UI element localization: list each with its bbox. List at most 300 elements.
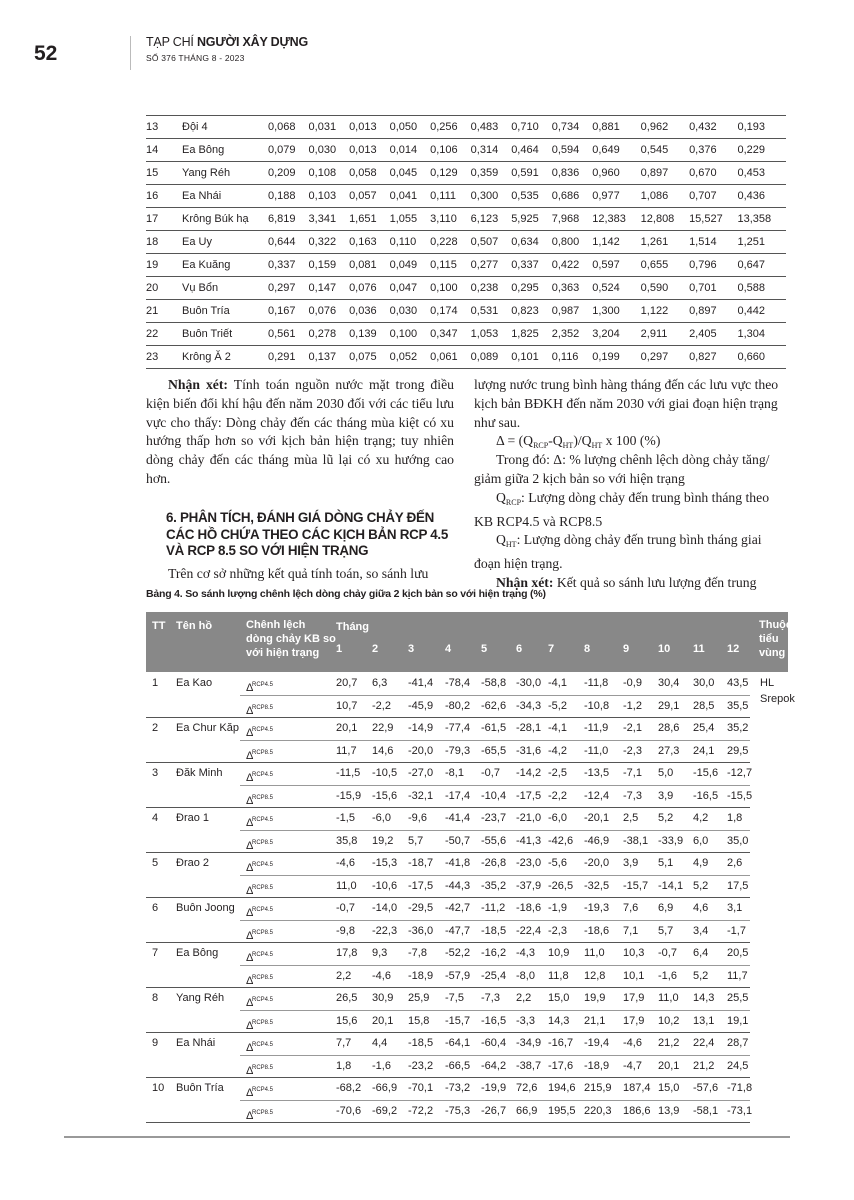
delta-value: 6,3 [372,677,388,689]
delta-value: -17,6 [548,1059,574,1072]
flow-value: 1,651 [349,208,390,231]
delta-value: 29,1 [658,699,680,712]
delta-value: -29,5 [408,902,434,914]
flow-value: 0,188 [268,185,309,208]
delta-label: Δ RCP8.5 [246,704,274,717]
flow-value: 2,352 [552,323,593,346]
flow-value: 0,256 [430,116,471,139]
delta-value: -12,4 [584,789,610,802]
delta-value: -27,0 [408,767,434,779]
delta-value: 25,4 [693,722,715,734]
lake-name: Ea Nhái [176,1037,216,1049]
flow-value: 0,295 [511,277,552,300]
flow-value: 0,597 [592,254,640,277]
flow-value: 0,031 [309,116,350,139]
delta-value: 3,9 [623,857,639,869]
delta-label: Δ RCP8.5 [246,794,274,807]
header-month-2: 2 [372,643,379,655]
lake-name: Ea Nhái [182,185,268,208]
delta-value: -8,0 [516,969,535,982]
delta-value: 4,2 [693,812,709,824]
flow-value: 0,545 [641,139,689,162]
delta-value: -26,7 [481,1104,507,1117]
row-number: 22 [146,323,182,346]
delta-value: -66,5 [445,1059,471,1072]
delta-value: 11,0 [336,879,357,892]
delta-value: 194,6 [548,1082,576,1094]
delta-label: Δ RCP4.5 [246,817,274,829]
flow-value: 0,110 [390,231,431,254]
flow-value: 3,341 [309,208,350,231]
flow-value: 0,050 [390,116,431,139]
right-column-text: lượng nước trung bình hàng tháng đến các lưu vực theo kịch bản BĐKH đến năm 2030 với giai đoạn hiện trạng như sau. Trong đó: Δ: % lượng chênh lệch dòng chảy tăng/ giảm giữa 2 kịch bản so với hiện trạng $Q_{RCP}$: Lượng dòng chảy đến trung bình tháng theo KB RCP4.5 và RCP8.5 $Q_{HT}$: Lượng dòng chảy đến trung bình tháng giai đoạn hiện trạng. Nhận xét: Kết quả so sánh lưu lượng đến trung [474,377,779,590]
lake-number: 10 [152,1082,165,1094]
flow-value: 0,897 [689,300,737,323]
delta-value: -18,6 [516,902,542,914]
lake-name: Ea Chur Kăp [176,722,239,734]
flow-value: 0,163 [349,231,390,254]
table-row [146,807,788,829]
delta-value: -19,9 [481,1082,507,1094]
delta-value: -17,4 [445,789,471,802]
row-number: 21 [146,300,182,323]
delta-value: -13,5 [584,767,610,779]
delta-value: -14,0 [372,902,398,914]
lake-name: Ea Kao [176,677,213,689]
delta-value: 6,9 [658,902,674,914]
delta-value: -18,6 [584,924,610,937]
delta-label: Δ RCP4.5 [246,952,274,964]
delta-value: -66,9 [372,1082,398,1094]
delta-value: -38,7 [516,1059,542,1072]
flow-value: 0,297 [268,277,309,300]
delta-value: -0,7 [481,767,500,779]
delta-value: -6,0 [372,812,391,824]
flow-value: 0,174 [430,300,471,323]
table-row [146,717,788,739]
delta-value: 9,3 [372,947,388,959]
delta-value: -78,4 [445,677,471,689]
delta-value: 6,0 [693,834,709,847]
flow-value: 0,591 [511,162,552,185]
delta-value: 4,6 [693,902,709,914]
delta-value: 13,1 [693,1014,715,1027]
delta-value: 2,6 [727,857,743,869]
delta-value: -18,7 [408,857,434,869]
delta-value: 19,9 [584,992,606,1004]
flow-value: 0,209 [268,162,309,185]
lake-number: 1 [152,677,159,689]
delta-value: 4,9 [693,857,709,869]
delta-value: 15,0 [548,992,570,1004]
delta-value: 21,2 [693,1059,715,1072]
delta-value: 5,7 [658,924,674,937]
delta-value: 11,0 [584,947,605,959]
delta-value: -19,4 [584,1037,610,1049]
delta-value: -2,2 [548,789,567,802]
delta-value: 5,7 [408,834,424,847]
delta-value: -18,5 [481,924,507,937]
flow-value: 1,122 [641,300,689,323]
delta-value: -4,6 [372,969,391,982]
delta-value: 2,2 [336,969,352,982]
delta-value: 11,7 [336,744,357,757]
lake-number: 4 [152,812,159,824]
flow-value: 0,167 [268,300,309,323]
delta-value: -47,7 [445,924,471,937]
flow-value: 12,383 [592,208,640,231]
header-diff-1: Chênh lệch [246,619,306,631]
row-number: 16 [146,185,182,208]
header-name: Tên hồ [176,620,213,632]
header-month-9: 9 [623,643,630,655]
delta-value: 20,7 [336,677,358,689]
flow-value: 0,030 [309,139,350,162]
delta-value: -7,8 [408,947,427,959]
delta-value: -4,1 [548,677,567,689]
delta-value: 43,5 [727,677,749,689]
table-row [146,740,788,762]
delta-value: -23,7 [481,812,507,824]
delta-value: -17,5 [516,789,542,802]
delta-label: Δ RCP8.5 [246,884,274,897]
header-diff-3: với hiện trạng [246,647,320,659]
flow-value: 7,968 [552,208,593,231]
flow-value: 0,535 [511,185,552,208]
delta-value: -80,2 [445,699,471,712]
delta-value: -2,2 [372,699,391,712]
flow-value: 0,300 [471,185,512,208]
table-row [146,897,788,919]
delta-value: -16,5 [693,789,719,802]
delta-value: -11,8 [584,677,609,689]
flow-value: 0,108 [309,162,350,185]
delta-value: -1,6 [658,969,677,982]
flow-value: 0,701 [689,277,737,300]
flow-value: 0,483 [471,116,512,139]
flow-value: 0,111 [430,185,471,208]
lake-number: 8 [152,992,159,1004]
lake-name: Krông Búk hạ [182,208,268,231]
delta-value: -15,7 [623,879,649,892]
flow-value: 0,076 [349,277,390,300]
delta-value: -22,4 [516,924,542,937]
flow-value: 0,432 [689,116,737,139]
delta-value: -4,6 [336,857,355,869]
delta-value: -7,1 [623,767,642,779]
flow-value: 0,047 [390,277,431,300]
delta-value: 12,8 [584,969,606,982]
delta-value: -58,8 [481,677,507,689]
delta-value: -11,2 [481,902,506,914]
delta-label: Δ RCP4.5 [246,1042,274,1054]
delta-value: 7,6 [623,902,639,914]
flow-value: 0,524 [592,277,640,300]
delta-value: 20,1 [658,1059,680,1072]
lake-name: Đrao 1 [176,812,210,824]
flow-value: 0,881 [592,116,640,139]
delta-value: -41,3 [516,834,542,847]
delta-value: 3,1 [727,902,743,914]
flow-value: 0,045 [390,162,431,185]
header-month: Tháng [336,621,369,633]
delta-value: 11,7 [727,969,748,982]
table-row [146,672,788,694]
lake-name: Đrao 2 [176,857,210,869]
flow-value: 1,514 [689,231,737,254]
delta-value: 66,9 [516,1104,538,1117]
delta-value: 186,6 [623,1104,651,1117]
lake-name: Ea Kuăng [182,254,268,277]
flow-value: 0,278 [309,323,350,346]
delta-value: -0,7 [336,902,355,914]
flow-value: 0,103 [309,185,350,208]
delta-value: -20,1 [584,812,610,824]
lake-name: Buôn Tría [176,1082,224,1094]
flow-value: 1,825 [511,323,552,346]
delta-value: -14,9 [408,722,434,734]
delta-label: Δ RCP4.5 [246,727,274,739]
delta-value: -42,6 [548,834,574,847]
delta-value: -38,1 [623,834,649,847]
flow-value: 0,238 [471,277,512,300]
flow-value: 1,086 [641,185,689,208]
table-row [146,875,788,897]
flow-value: 0,507 [471,231,512,254]
flow-value: 0,322 [309,231,350,254]
delta-value: 17,9 [623,1014,645,1027]
delta-label: Δ RCP8.5 [246,1109,274,1122]
delta-value: -60,4 [481,1037,507,1049]
header-belong-2: tiểu [759,633,779,645]
flow-value: 1,142 [592,231,640,254]
lake-name: Đội 4 [182,116,268,139]
flow-value: 0,823 [511,300,552,323]
header-month-3: 3 [408,643,415,655]
delta-value: -26,8 [481,857,507,869]
flow-value: 0,436 [737,185,786,208]
delta-value: 14,3 [548,1014,570,1027]
delta-value: 10,7 [336,699,358,712]
flow-value: 0,057 [349,185,390,208]
delta-value: -23,2 [408,1059,434,1072]
header-month-11: 11 [693,643,705,655]
flow-value: 0,100 [390,323,431,346]
flow-value: 0,561 [268,323,309,346]
flow-value: 3,204 [592,323,640,346]
flow-value: 0,453 [737,162,786,185]
delta-value: 30,9 [372,992,394,1004]
delta-value: 24,5 [727,1059,749,1072]
delta-value: 4,4 [372,1037,388,1049]
delta-value: -34,3 [516,699,542,712]
table-row [146,254,786,277]
delta-label: Δ RCP8.5 [246,1064,274,1077]
delta-value: -4,3 [516,947,535,959]
delta-value: 24,1 [693,744,715,757]
row-number: 17 [146,208,182,231]
delta-value: 27,3 [658,744,680,757]
delta-value: -0,9 [623,677,642,689]
delta-value: -10,5 [372,767,398,779]
delta-value: -79,3 [445,744,471,757]
delta-value: -72,2 [408,1104,434,1117]
flow-value: 0,660 [737,346,786,369]
delta-value: -18,5 [408,1037,434,1049]
header-month-4: 4 [445,643,452,655]
delta-label: Δ RCP8.5 [246,974,274,987]
flow-value: 0,041 [390,185,431,208]
delta-value: -64,1 [445,1037,471,1049]
flow-value: 0,076 [309,300,350,323]
delta-value: 5,2 [693,879,709,892]
table-row [146,1055,788,1077]
lake-name: Buôn Tría [182,300,268,323]
lake-name: Krông Ă 2 [182,346,268,369]
header-month-7: 7 [548,643,555,655]
region-label-2: Srepok [760,693,795,705]
delta-value: -11,5 [336,767,361,779]
left-column-comment: Nhận xét: Tính toán nguồn nước mặt trong điều kiện biến đổi khí hậu đến năm 2030 đối với các tiểu lưu vực cho thấy: Dòng chảy đến các tháng mùa kiệt có xu hướng thấp hơn so với kịch bản hiện trạng; tuy nhiên dòng chảy đến các tháng mùa lũ lại có xu hướng cao hơn. [146,377,454,486]
flow-value: 0,827 [689,346,737,369]
lake-name: Ea Bông [176,947,219,959]
delta-value: -15,9 [336,789,362,802]
header-belong-1: Thuộc [759,619,792,631]
delta-value: 15,0 [658,1082,680,1094]
flow-value: 0,962 [641,116,689,139]
delta-value: -1,9 [548,902,567,914]
flow-value: 0,014 [390,139,431,162]
delta-value: -14,1 [658,879,684,892]
flow-value: 0,337 [268,254,309,277]
delta-value: -10,8 [584,699,610,712]
delta-value: -9,8 [336,924,355,937]
delta-value: -33,9 [658,834,684,847]
row-number: 14 [146,139,182,162]
flow-value: 0,052 [390,346,431,369]
delta-label: Δ RCP4.5 [246,862,274,874]
table-row [146,785,788,807]
header-month-6: 6 [516,643,523,655]
delta-value: 6,4 [693,947,709,959]
delta-value: -11,9 [584,722,609,734]
delta-value: 7,7 [336,1037,352,1049]
delta-value: -7,3 [623,789,642,802]
flow-value: 2,405 [689,323,737,346]
flow-value: 0,442 [737,300,786,323]
row-number: 19 [146,254,182,277]
lake-name: Yang Réh [176,992,225,1004]
delta-value: -45,9 [408,699,434,712]
delta-value: -15,7 [445,1014,471,1027]
header-month-10: 10 [658,643,671,655]
flow-value: 0,115 [430,254,471,277]
delta-value: -75,3 [445,1104,471,1117]
delta-value: -12,7 [727,767,753,779]
delta-value: 10,1 [623,969,645,982]
delta-value: -8,1 [445,767,464,779]
delta-value: -70,6 [336,1104,362,1117]
lake-name: Buôn Triết [182,323,268,346]
header-divider [130,36,131,70]
delta-value: -16,5 [481,1014,507,1027]
table-4-caption: Bảng 4. So sánh lượng chênh lệch dòng chảy giữa 2 kịch bản so với hiện trạng (%) [146,588,546,600]
flow-value: 0,291 [268,346,309,369]
delta-value: -21,0 [516,812,542,824]
flow-value: 1,251 [737,231,786,254]
delta-value: -58,1 [693,1104,719,1117]
delta-value: 2,5 [623,812,639,824]
delta-value: 29,5 [727,744,749,757]
table-row [146,1100,788,1122]
delta-value: 35,5 [727,699,749,712]
delta-value: -32,1 [408,789,434,802]
delta-label: Δ RCP8.5 [246,1019,274,1032]
delta-value: -69,2 [372,1104,398,1117]
delta-value: -30,0 [516,677,542,689]
delta-value: -70,1 [408,1082,434,1094]
lake-number: 5 [152,857,159,869]
delta-value: -35,2 [481,879,507,892]
delta-value: 11,0 [658,992,679,1004]
delta-value: -73,1 [727,1104,753,1117]
delta-value: -42,7 [445,902,471,914]
table-3-continued [146,115,786,369]
delta-value: 17,8 [336,947,358,959]
delta-value: 1,8 [336,1059,352,1072]
table-row [146,942,788,964]
lake-number: 7 [152,947,159,959]
flow-value: 0,075 [349,346,390,369]
flow-value: 0,058 [349,162,390,185]
row-number: 23 [146,346,182,369]
delta-value: -1,2 [623,699,642,712]
delta-value: 26,5 [336,992,358,1004]
delta-value: 14,3 [693,992,715,1004]
table-row [146,116,786,139]
delta-value: 220,3 [584,1104,612,1117]
delta-value: -2,1 [623,722,642,734]
delta-value: 35,8 [336,834,358,847]
delta-value: -7,3 [481,992,500,1004]
delta-value: -16,2 [481,947,507,959]
delta-value: 10,3 [623,947,645,959]
flow-value: 13,358 [737,208,786,231]
section-6-heading: 6. PHÂN TÍCH, ĐÁNH GIÁ DÒNG CHẢY ĐẾN CÁC HỒ CHỨA THEO CÁC KỊCH BẢN RCP 4.5 VÀ RCP 8.5 SO VỚI HIỆN TRẠNG [166,510,448,558]
delta-value: 11,8 [548,969,569,982]
flow-value: 0,030 [390,300,431,323]
delta-value: 28,5 [693,699,715,712]
flow-value: 0,359 [471,162,512,185]
flow-value: 0,081 [349,254,390,277]
delta-label: Δ RCP4.5 [246,907,274,919]
table-row [146,300,786,323]
delta-value: -15,6 [693,767,719,779]
delta-value: -55,6 [481,834,507,847]
flow-value: 0,796 [689,254,737,277]
table-row [146,208,786,231]
flow-value: 12,808 [641,208,689,231]
delta-value: 10,9 [548,947,570,959]
delta-value: 20,1 [336,722,358,734]
flow-value: 0,100 [430,277,471,300]
delta-value: -28,1 [516,722,542,734]
header-diff-2: dòng chảy KB so [246,633,336,645]
table-row [146,1077,788,1099]
flow-value: 0,977 [592,185,640,208]
delta-formula: $\Delta = (Q_{RCP}-Q_{HT})/Q_{HT}$ x 100 (%) [496,433,661,450]
delta-value: -15,5 [727,789,753,802]
